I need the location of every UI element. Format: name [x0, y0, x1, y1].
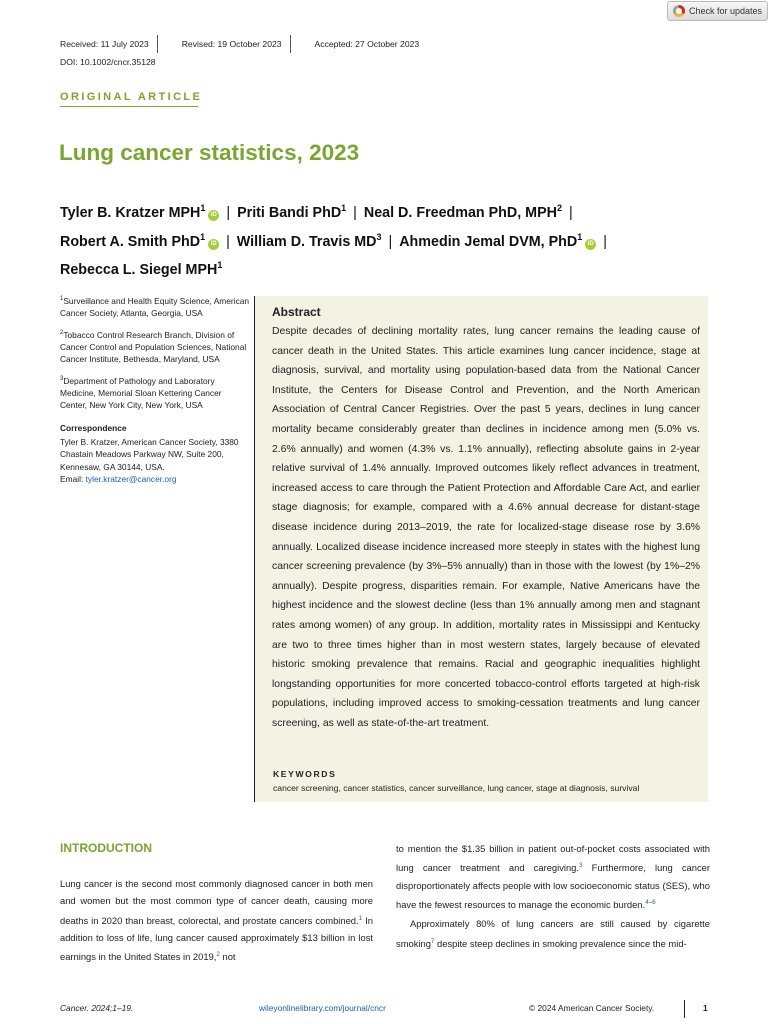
page-footer	[0, 1003, 768, 1017]
footer-divider	[684, 1000, 685, 1018]
citation-link[interactable]: 2	[216, 951, 220, 959]
affiliations	[60, 293, 250, 493]
author-separator: |	[388, 233, 393, 250]
abstract-text: Despite decades of declining mortality rates, lung cancer remains the leading cause of cancer death in the United States. This article examines lung cancer incidence, stage at diagnosis, survival, and mortality using population-based data from the National Cancer Institute, the Centers for Disease Control and Prevention, and the North American Association of Central Cancer Registries. Over the past 5 years, declines in lung cancer mortality became considerably greater than declines in incidence among men (5.0% vs. 2.6% annually) and women (4.3% vs. 1.1% annually), reflecting absolute gains in 2-year relative survival of 1.4% annually. Improved outcomes likely reflect advances in treatment, increased access to care through the Patient Protection and Affordable Care Act, and earlier stage diagnosis; for example, compared with a 4.6% annual decrease for distant-stage disease incidence during 2013–2019, the rate for localized-stage disease rose by 3.6% annually. Localized disease incidence increased more steeply in states with the highest lung cancer screening prevalence (by 3%–5% annually) than in those with the lowest (by 1%–2% annually). Despite progress, disparities remain. For example, Native Americans have the highest incidence and the slowest decline (less than 1% annually among men and stagnant rates among women) of any group. In addition, mortality rates in Mississippi and Kentucky are two to three times higher than in most western states, largely because of elevated historic smoking prevalence that remains. Racial and geographic inequalities highlight longstanding opportunities for more concerted tobacco-control efforts targeted at high-risk populations, including improved access to smoking-cessation treatments and lung cancer screening, as well as state-of-the-art treatment.	[272, 326, 700, 729]
date-divider	[290, 35, 307, 53]
doi: DOI: 10.1002/cncr.35128	[60, 57, 156, 67]
keywords-text: cancer screening, cancer statistics, cancer surveillance, lung cancer, stage at diagnosis, survival	[273, 783, 640, 793]
keywords-heading: KEYWORDS	[273, 769, 337, 779]
crossmark-icon	[673, 5, 685, 17]
citation-link[interactable]: 4–6	[645, 899, 656, 907]
article-title: Lung cancer statistics, 2023	[59, 140, 360, 165]
author: Tyler B. Kratzer MPH$^1$iD	[60, 205, 219, 221]
author-separator: |	[226, 204, 231, 221]
author: William D. Travis $MD^3$	[236, 231, 382, 250]
journal-link[interactable]: wileyonlinelibrary.com/journal/cncr	[259, 1003, 386, 1013]
orcid-icon[interactable]: iD	[585, 239, 596, 250]
check-for-updates-button[interactable]	[667, 1, 768, 21]
abstract-heading: Abstract	[272, 305, 321, 319]
body-column-right	[396, 840, 710, 952]
citation-link[interactable]: 7	[430, 937, 435, 945]
body-column-left	[60, 875, 373, 966]
affiliation: $^2$Tobacco Control Research Branch, Division of Cancer Control and Population Sciences, National Cancer Institute, Bethesda, Maryland, USA	[60, 329, 247, 365]
orcid-icon[interactable]: iD	[208, 239, 219, 250]
article-type-underline	[60, 106, 198, 107]
affiliation: $^3$Department of Pathology and Laboratory Medicine, Memorial Sloan Kettering Cancer Center, New York City, New York, USA	[60, 375, 222, 411]
author: Robert A. Smith PhD$^1$iD	[60, 234, 219, 250]
author: Rebecca L. Siegel MPH$^1$	[60, 260, 223, 279]
citation-link[interactable]: 1	[358, 914, 363, 922]
page-number: 1	[703, 1003, 708, 1013]
paragraph: Approximately 80% of lung cancers are still caused by cigarette smoking$^7$ despite steep declines in smoking prevalence since the mid-	[396, 918, 710, 949]
introduction-heading: INTRODUCTION	[60, 841, 152, 855]
email-link[interactable]: tyler.kratzer@cancer.org	[85, 474, 177, 485]
author-separator: |	[568, 204, 573, 221]
article-dates	[60, 38, 427, 53]
correspondence-text: Tyler B. Kratzer, American Cancer Society, 3380 Chastain Meadows Parkway NW, Suite 200, Kennesaw, GA 30144, USA. Email: tyler.kratzer@cancer.org	[60, 437, 239, 485]
copyright: © 2024 American Cancer Society.	[529, 1003, 655, 1013]
abstract-divider	[254, 296, 255, 802]
date-divider	[157, 35, 174, 53]
article-type: ORIGINAL ARTICLE	[60, 91, 203, 103]
author: Ahmedin Jemal DVM, PhD$^1$iD	[399, 234, 596, 250]
check-for-updates-label: Check for updates	[689, 6, 763, 16]
orcid-icon[interactable]: iD	[208, 210, 219, 221]
correspondence-heading: Correspondence	[60, 422, 127, 433]
received-date: Received: 11 July 2023	[60, 39, 149, 49]
author-separator: |	[226, 233, 230, 250]
journal-citation: Cancer. 2024;1–19.	[60, 1003, 134, 1013]
author: Priti Bandi PhD$^1$	[237, 203, 347, 221]
revised-date: Revised: 19 October 2023	[181, 39, 282, 49]
affiliation: $^1$Surveillance and Health Equity Science, American Cancer Society, Atlanta, Georgia, USA	[60, 295, 250, 319]
paragraph: to mention the $1.35 billion in patient out-of-pocket costs associated with lung cancer treatment and caregiving.$^3$ Furthermore, lung cancer disproportionately affects people with low socioeconomic status (SES), who have the fewest resources to manage the economic burden.$^{4-6}$	[396, 843, 710, 911]
author-separator: |	[603, 233, 607, 250]
author-separator: |	[353, 204, 357, 221]
author: Neal D. Freedman PhD, MPH$^2$	[363, 203, 562, 221]
citation-link[interactable]: 3	[579, 862, 583, 870]
paragraph: Lung cancer is the second most commonly diagnosed cancer in both men and women but the most common type of cancer death, causing more deaths in 2020 than breast, colorectal, and prostate cancers combined.$^1$ In addition to loss of life, lung cancer caused approximately $13 billion in lost earnings in the United States in 2019,$^2$ not	[60, 878, 373, 963]
accepted-date: Accepted: 27 October 2023	[314, 39, 420, 49]
author-list	[60, 196, 710, 282]
